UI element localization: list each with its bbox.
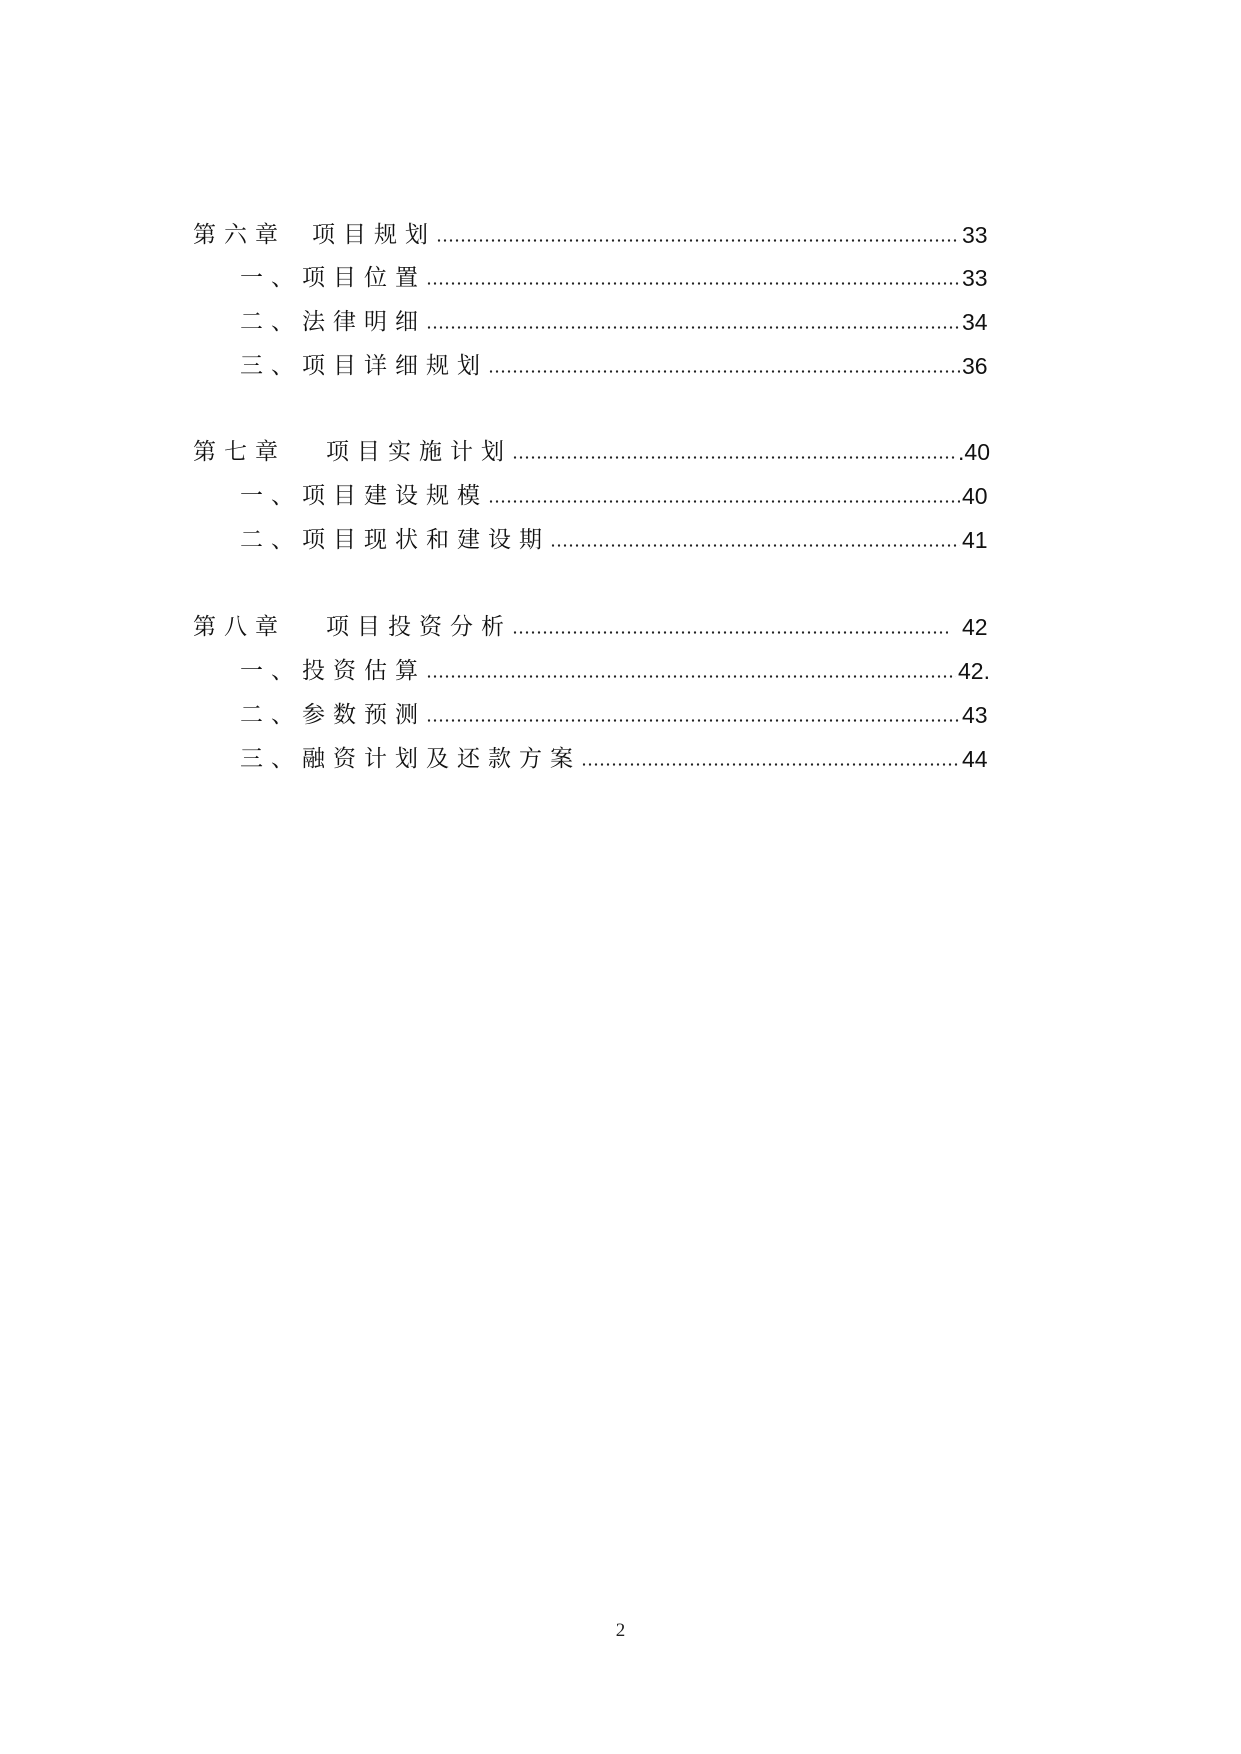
dot-leader (426, 675, 956, 678)
toc-section[interactable] (240, 738, 990, 774)
page-number: 43 (962, 702, 988, 728)
dot-leader (426, 719, 960, 722)
dot-leader (512, 631, 948, 634)
dot-leader (512, 456, 956, 459)
section-title: 三、融资计划及还款方案 (240, 746, 581, 772)
chapter-title: 项目投资分析 (326, 614, 512, 640)
toc-chapter-6[interactable] (193, 214, 990, 250)
page-number: .40 (958, 439, 990, 465)
page-number: 34 (962, 309, 988, 335)
dot-leader (426, 282, 960, 285)
section-title: 二、参数预测 (240, 702, 426, 728)
page-number: 36 (962, 353, 988, 379)
dot-leader (581, 763, 960, 766)
toc-section[interactable] (240, 650, 990, 686)
section-title: 三、项目详细规划 (240, 353, 488, 379)
dot-leader (436, 239, 960, 242)
toc-section[interactable] (240, 257, 990, 293)
section-title: 一、项目建设规模 (240, 483, 488, 509)
page-number: 33 (962, 222, 988, 248)
footer-page-number: 2 (615, 1620, 626, 1641)
dot-leader (488, 370, 960, 373)
toc-section[interactable] (240, 345, 990, 381)
page-number: 42 (962, 614, 988, 640)
chapter-title: 项目实施计划 (326, 439, 512, 465)
dot-leader (426, 326, 960, 329)
dot-leader (488, 500, 960, 503)
page-number: 40 (962, 483, 988, 509)
toc-chapter-7[interactable] (193, 431, 990, 467)
chapter-number: 第七章 (193, 439, 286, 465)
page-number: 41 (962, 527, 988, 553)
section-title: 二、项目现状和建设期 (240, 527, 550, 553)
toc-chapter-8[interactable] (193, 606, 990, 642)
toc-section[interactable] (240, 694, 990, 730)
toc-section[interactable] (240, 301, 990, 337)
toc-section[interactable] (240, 519, 990, 555)
section-title: 一、项目位置 (240, 265, 426, 291)
chapter-number: 第八章 (193, 614, 286, 640)
page-number: 33 (962, 265, 988, 291)
toc-section[interactable] (240, 475, 990, 511)
page-number: 42. (958, 658, 990, 684)
dot-leader (550, 544, 960, 547)
chapter-number: 第六章 (193, 222, 286, 248)
section-title: 一、投资估算 (240, 658, 426, 684)
page-number: 44 (962, 746, 988, 772)
chapter-title: 项目规划 (312, 222, 436, 248)
section-title: 二、法律明细 (240, 309, 426, 335)
